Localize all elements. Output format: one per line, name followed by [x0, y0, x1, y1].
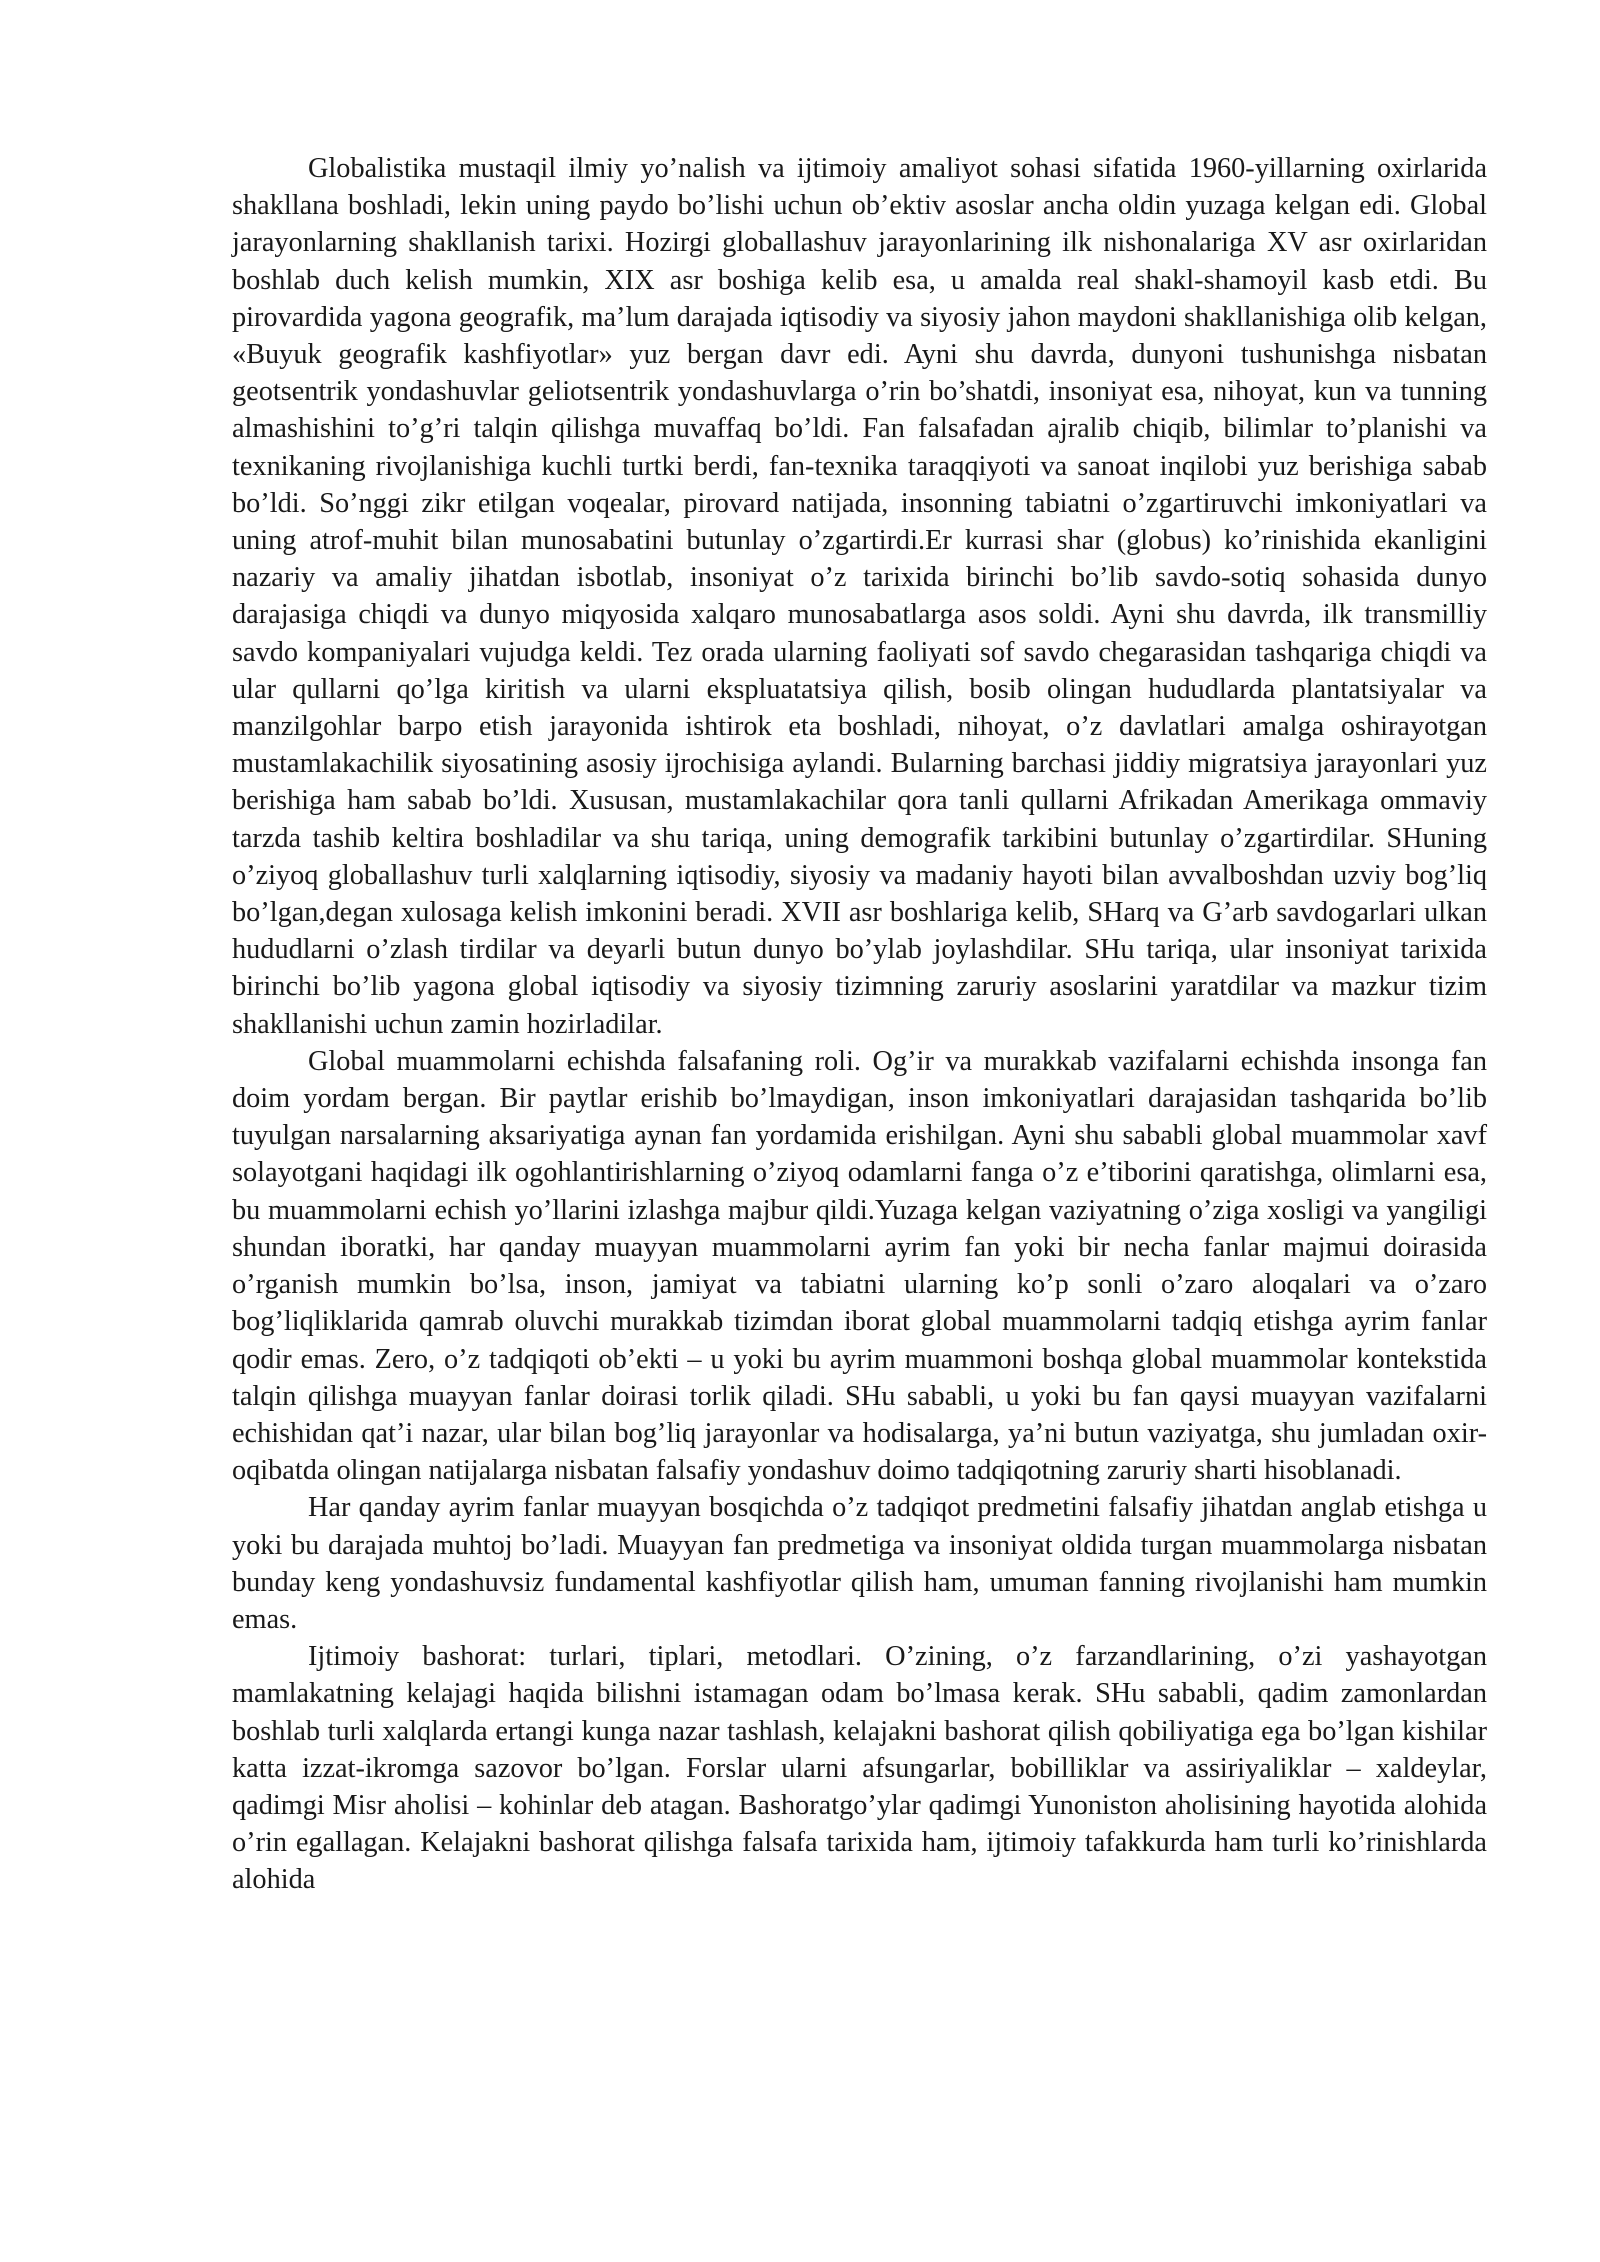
document-page [232, 150, 1487, 1899]
paragraph-global-muammolar: Global muammolarni echishda falsafaning roli. Og’ir va murakkab vazifalarni echishda insonga fan doim yordam bergan. Bir paytlar erishib bo’lmaydigan, inson imkoniyatlari darajasidan tashqarida bo’lib tuyulgan narsalarning aksariyatiga aynan fan yordamida erishilgan. Ayni shu sababli global muammolar xavf solayotgani haqidagi ilk ogohlantirishlarning o’ziyoq odamlarni fanga o’z e’tiborini qaratishga, olimlarni esa, bu muammolarni echish yo’llarini izlashga majbur qildi.Yuzaga kelgan vaziyatning o’ziga xosligi va yangiligi shundan iboratki, har qanday muayyan muammolarni ayrim fan yoki bir necha fanlar majmui doirasida o’rganish mumkin bo’lsa, inson, jamiyat va tabiatni ularning ko’p sonli o’zaro aloqalari va o’zaro bog’liqliklarida qamrab oluvchi murakkab tizimdan iborat global muammolarni tadqiq etishga ayrim fanlar qodir emas. Zero, o’z tadqiqoti ob’ekti – u yoki bu ayrim muammoni boshqa global muammolar kontekstida talqin qilishga muayyan fanlar doirasi torlik qiladi. SHu sababli, u yoki bu fan qaysi muayyan vazifalarni echishidan qat’i nazar, ular bilan bog’liq jarayonlar va hodisalarga, ya’ni butun vaziyatga, shu jumladan oxir-oqibatda olingan natijalarga nisbatan falsafiy yondashuv doimo tadqiqotning zaruriy sharti hisoblanadi. [232, 1045, 1487, 1487]
paragraph-ijtimoiy-bashorat: Ijtimoiy bashorat: turlari, tiplari, metodlari. O’zining, o’z farzandlarining, o’zi yashayotgan mamlakatning kelajagi haqida bilishni istamagan odam bo’lmasa kerak. SHu sababli, qadim zamonlardan boshlab turli xalqlarda ertangi kunga nazar tashlash, kelajakni bashorat qilish qobiliyatiga ega bo’lgan kishilar katta izzat-ikromga sazovor bo’lgan. Forslar ularni afsungarlar, bobilliklar va assiriyaliklar – xaldeylar, qadimgi Misr aholisi – kohinlar deb atagan. Bashoratgo’ylar qadimgi Yunoniston aholisining hayotida alohida o’rin egallagan. Kelajakni bashorat qilishga falsafa tarixida ham, ijtimoiy tafakkurda ham turli ko’rinishlarda alohida [232, 1641, 1487, 1896]
paragraph-globalistika: Globalistika mustaqil ilmiy yo’nalish va ijtimoiy amaliyot sohasi sifatida 1960-yillarning oxirlarida shakllana boshladi, lekin uning paydo bo’lishi uchun ob’ektiv asoslar ancha oldin yuzaga kelgan edi. Global jarayonlarning shakllanish tarixi. Hozirgi globallashuv jarayonlarining ilk nishonalariga XV asr oxirlaridan boshlab duch kelish mumkin, XIX asr boshiga kelib esa, u amalda real shakl-shamoyil kasb etdi. Bu pirovardida yagona geografik, ma’lum darajada iqtisodiy va siyosiy jahon maydoni shakllanishiga olib kelgan, «Buyuk geografik kashfiyotlar» yuz bergan davr edi. Ayni shu davrda, dunyoni tushunishga nisbatan geotsentrik yondashuvlar geliotsentrik yondashuvlarga o’rin bo’shatdi, insoniyat esa, nihoyat, kun va tunning almashishini to’g’ri talqin qilishga muvaffaq bo’ldi. Fan falsafadan ajralib chiqib, bilimlar to’planishi va texnikaning rivojlanishiga kuchli turtki berdi, fan-texnika taraqqiyoti va sanoat inqilobi yuz berishiga sabab bo’ldi. So’nggi zikr etilgan voqealar, pirovard natijada, insonning tabiatni o’zgartiruvchi imkoniyatlari va uning atrof-muhit bilan munosabatini butunlay o’zgartirdi.Er kurrasi shar (globus) ko’rinishida ekanligini nazariy va amaliy jihatdan isbotlab, insoniyat o’z tarixida birinchi bo’lib savdo-sotiq sohasida dunyo darajasiga chiqdi va dunyo miqyosida xalqaro munosabatlarga asos soldi. Ayni shu davrda, ilk transmilliy savdo kompaniyalari vujudga keldi. Tez orada ularning faoliyati sof savdo chegarasidan tashqariga chiqdi va ular qullarni qo’lga kiritish va ularni ekspluatatsiya qilish, bosib olingan hududlarda plantatsiyalar va manzilgohlar barpo etish jarayonida ishtirok eta boshladi, nihoyat, o’z davlatlari amalga oshirayotgan mustamlakachilik siyosatining asosiy ijrochisiga aylandi. Bularning barchasi jiddiy migratsiya jarayonlari yuz berishiga ham sabab bo’ldi. Xususan, mustamlakachilar qora tanli qullarni Afrikadan Amerikaga ommaviy tarzda tashib keltira boshladilar va shu tariqa, uning demografik tarkibini butunlay o’zgartirdilar. SHuning o’ziyoq globallashuv turli xalqlarning iqtisodiy, siyosiy va madaniy hayoti bilan avvalboshdan uzviy bog’liq bo’lgan,degan xulosaga kelish imkonini beradi. XVII asr boshlariga kelib, SHarq va G’arb savdogarlari ulkan hududlarni o’zlash tirdilar va deyarli butun dunyo bo’ylab joylashdilar. SHu tariqa, ular insoniyat tarixida birinchi bo’lib yagona global iqtisodiy va siyosiy tizimning zaruriy asoslarini yaratdilar va mazkur tizim shakllanishi uchun zamin hozirladilar. [232, 153, 1487, 1040]
paragraph-ayrim-fanlar: Har qanday ayrim fanlar muayyan bosqichda o’z tadqiqot predmetini falsafiy jihatdan anglab etishga u yoki bu darajada muhtoj bo’ladi. Muayyan fan predmetiga va insoniyat oldida turgan muammolarga nisbatan bunday keng yondashuvsiz fundamental kashfiyotlar qilish ham, umuman fanning rivojlanishi ham mumkin emas. [232, 1492, 1487, 1635]
